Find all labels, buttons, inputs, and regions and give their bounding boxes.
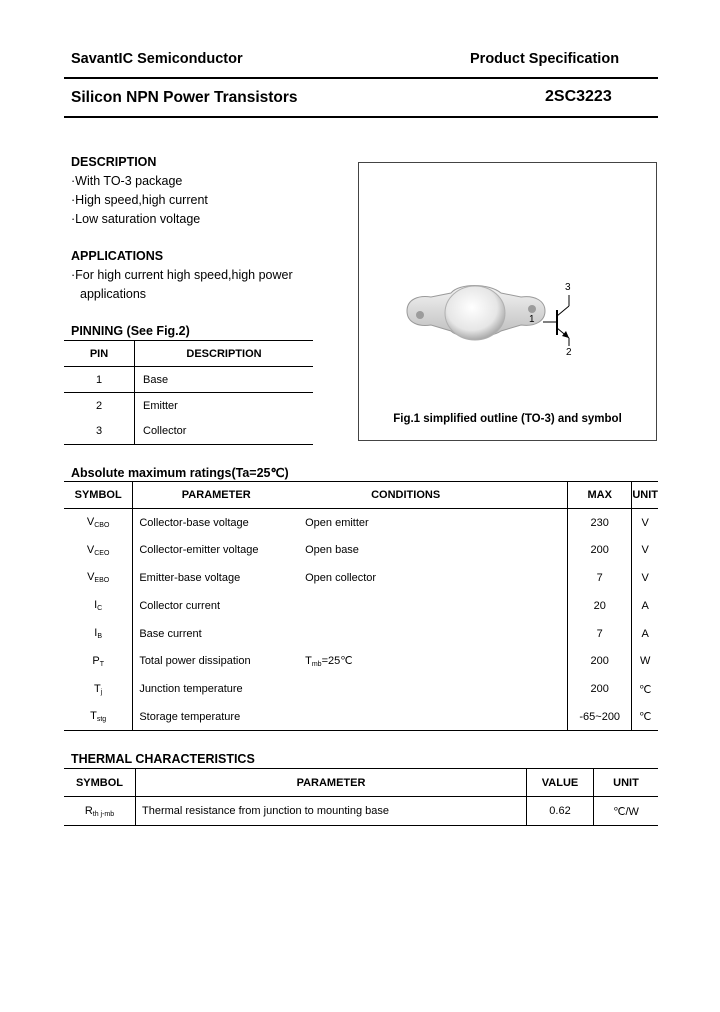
value-header: VALUE bbox=[527, 769, 594, 797]
parameter-cell: Storage temperature bbox=[139, 710, 241, 723]
condition-cell bbox=[299, 620, 568, 648]
condition-cell bbox=[299, 564, 568, 592]
description-heading: DESCRIPTION bbox=[71, 155, 157, 169]
header-rule-bottom bbox=[64, 116, 658, 118]
condition-text: T bbox=[305, 655, 312, 668]
table-row bbox=[64, 797, 658, 826]
thermal-heading: THERMAL CHARACTERISTICS bbox=[71, 752, 255, 766]
document-type: Product Specification bbox=[470, 51, 620, 67]
symbol-subscript: C bbox=[97, 605, 103, 613]
table-row bbox=[64, 620, 658, 648]
transistor-symbol bbox=[359, 163, 656, 440]
pinning-heading: PINNING (See Fig.2) bbox=[71, 324, 190, 338]
symbol-letter: I bbox=[94, 599, 98, 612]
part-number: 2SC3223 bbox=[545, 88, 612, 105]
parameter-cell: Collector current bbox=[139, 599, 221, 612]
parameter-cell: Collector-emitter voltage bbox=[139, 544, 259, 557]
unit-header: UNIT bbox=[632, 489, 658, 501]
table-row bbox=[64, 536, 658, 564]
symbol-cell bbox=[64, 564, 133, 592]
parameter-cell: Junction temperature bbox=[139, 683, 243, 696]
max-cell: 7 bbox=[568, 620, 632, 648]
condition-text: Open collector bbox=[305, 571, 377, 584]
symbol-subscript: j bbox=[100, 688, 103, 696]
symbol-subscript: EBO bbox=[94, 577, 110, 585]
condition-tail: =25℃ bbox=[321, 655, 353, 668]
thermal-table bbox=[64, 768, 658, 826]
unit-cell: A bbox=[641, 599, 649, 612]
table-row bbox=[64, 703, 658, 731]
max-header: MAX bbox=[568, 482, 632, 509]
table-row bbox=[64, 647, 658, 675]
figure-box bbox=[358, 162, 657, 441]
max-cell: 7 bbox=[568, 564, 632, 592]
applications-item: ·For high current high speed,high power bbox=[71, 268, 293, 282]
table-row bbox=[64, 419, 313, 445]
symbol-subscript: B bbox=[97, 633, 103, 641]
figure-caption: Fig.1 simplified outline (TO-3) and symbol bbox=[393, 413, 622, 425]
pin-label-emitter: 2 bbox=[566, 347, 572, 358]
unit-cell: W bbox=[639, 655, 651, 668]
applications-item-continued: applications bbox=[80, 287, 147, 301]
condition-text: Open emitter bbox=[305, 516, 369, 529]
company-name: SavantIC Semiconductor bbox=[71, 51, 243, 67]
parameter-cell: Thermal resistance from junction to mounting base bbox=[136, 797, 527, 826]
conditions-header: CONDITIONS bbox=[299, 482, 568, 509]
condition-cell bbox=[299, 647, 568, 675]
unit-cell: ℃ bbox=[638, 711, 652, 724]
pin-label-base: 1 bbox=[529, 314, 535, 325]
max-cell: 230 bbox=[568, 509, 632, 537]
symbol-letter: T bbox=[90, 710, 97, 723]
unit-cell: ℃/W bbox=[613, 805, 639, 818]
pin-label-collector: 3 bbox=[565, 282, 571, 293]
symbol-letter: V bbox=[86, 543, 95, 556]
table-row bbox=[64, 592, 658, 620]
condition-cell bbox=[299, 509, 568, 537]
table-row bbox=[64, 393, 313, 419]
parameter-header: PARAMETER bbox=[181, 489, 251, 501]
table-row bbox=[64, 367, 313, 393]
symbol-letter: I bbox=[94, 627, 98, 640]
pin-header: PIN bbox=[64, 341, 135, 367]
symbol-subscript: CBO bbox=[94, 522, 110, 530]
description-item: ·High speed,high current bbox=[71, 193, 208, 207]
header-rule-top bbox=[64, 77, 658, 79]
symbol-subscript: CEO bbox=[94, 549, 110, 557]
condition-cell bbox=[299, 703, 568, 731]
symbol-subscript: T bbox=[99, 660, 104, 668]
applications-heading: APPLICATIONS bbox=[71, 249, 164, 263]
table-row bbox=[64, 675, 658, 703]
ratings-table bbox=[64, 481, 658, 731]
symbol-letter: R bbox=[84, 804, 93, 817]
ratings-heading: Absolute maximum ratings(Ta=25℃) bbox=[71, 466, 289, 480]
condition-cell bbox=[299, 675, 568, 703]
max-cell: 20 bbox=[568, 592, 632, 620]
symbol-cell bbox=[64, 797, 136, 826]
pin-description: Base bbox=[143, 373, 169, 386]
max-cell: 200 bbox=[568, 647, 632, 675]
unit-cell: V bbox=[641, 544, 649, 557]
parameter-cell: Emitter-base voltage bbox=[139, 571, 241, 584]
condition-cell bbox=[299, 536, 568, 564]
symbol-letter: T bbox=[94, 682, 101, 695]
symbol-subscript: th j-mb bbox=[92, 810, 115, 818]
symbol-subscript: stg bbox=[96, 716, 107, 724]
pin-number: 3 bbox=[64, 419, 135, 445]
max-cell: -65~200 bbox=[568, 703, 632, 731]
symbol-cell bbox=[64, 620, 133, 648]
value-cell: 0.62 bbox=[527, 797, 594, 826]
table-row bbox=[64, 509, 658, 537]
max-cell: 200 bbox=[568, 536, 632, 564]
pin-description: Collector bbox=[143, 425, 187, 438]
pin-number: 1 bbox=[64, 367, 135, 393]
unit-header: UNIT bbox=[613, 776, 639, 789]
parameter-cell: Collector-base voltage bbox=[139, 516, 249, 529]
condition-cell bbox=[299, 592, 568, 620]
symbol-letter: V bbox=[86, 516, 95, 529]
condition-text: Open base bbox=[305, 544, 359, 557]
unit-cell: ℃ bbox=[638, 683, 652, 696]
pin-description-header: DESCRIPTION bbox=[186, 347, 262, 360]
pin-number: 2 bbox=[64, 393, 135, 419]
pin-description: Emitter bbox=[143, 399, 178, 412]
symbol-header: SYMBOL bbox=[64, 769, 136, 797]
unit-cell: V bbox=[641, 516, 649, 529]
unit-cell: A bbox=[641, 627, 649, 640]
parameter-cell: Base current bbox=[139, 627, 202, 640]
symbol-cell bbox=[64, 703, 133, 731]
symbol-cell bbox=[64, 675, 133, 703]
symbol-letter: V bbox=[87, 571, 95, 584]
table-row bbox=[64, 564, 658, 592]
max-cell: 200 bbox=[568, 675, 632, 703]
symbol-cell bbox=[64, 536, 133, 564]
description-item: ·Low saturation voltage bbox=[71, 212, 201, 226]
collector-lead bbox=[557, 306, 569, 316]
symbol-cell bbox=[64, 509, 133, 537]
pinning-table bbox=[64, 340, 313, 445]
symbol-header: SYMBOL bbox=[64, 482, 133, 509]
parameter-header: PARAMETER bbox=[136, 769, 527, 797]
condition-subscript: mb bbox=[311, 661, 322, 669]
unit-cell: V bbox=[641, 571, 649, 584]
parameter-cell: Total power dissipation bbox=[139, 655, 251, 668]
description-item: ·With TO-3 package bbox=[71, 174, 183, 188]
symbol-letter: P bbox=[92, 654, 100, 667]
product-line: Silicon NPN Power Transistors bbox=[71, 89, 298, 106]
symbol-cell bbox=[64, 592, 133, 620]
emitter-arrow bbox=[562, 331, 569, 338]
symbol-cell bbox=[64, 647, 133, 675]
